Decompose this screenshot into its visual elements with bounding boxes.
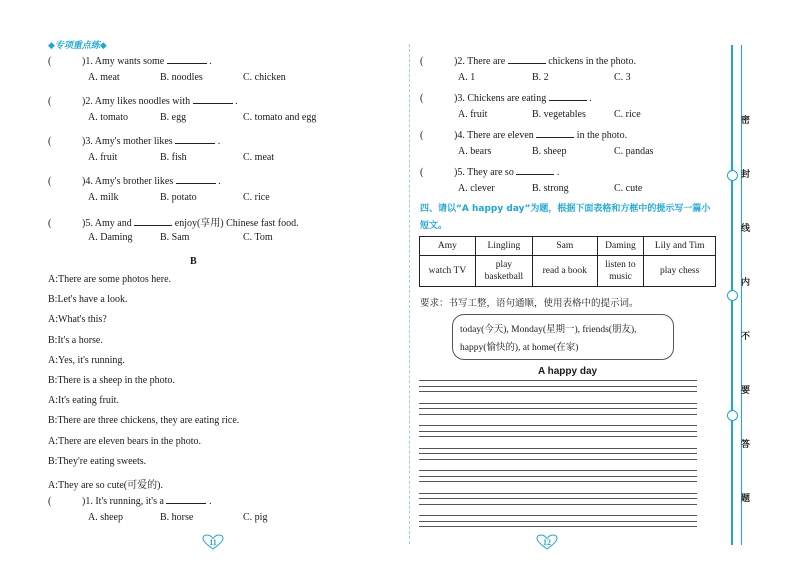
question-number: )5.: [454, 167, 465, 178]
page-number-left: 11: [202, 534, 224, 550]
question-text-after: .: [208, 496, 212, 507]
question-text: There are eleven: [467, 130, 534, 141]
writing-line[interactable]: [419, 498, 697, 499]
hint-line-2: happy(愉快的), at home(在家): [460, 343, 579, 353]
writing-line[interactable]: [419, 414, 697, 415]
question-text-after: .: [209, 56, 212, 67]
table-activity-cell: [475, 256, 532, 287]
answer-paren[interactable]: (: [420, 167, 424, 178]
dialog-line: A:What's this?: [48, 314, 107, 326]
fill-blank[interactable]: [175, 134, 215, 144]
dialog-line: A:There are eleven bears in the photo.: [48, 435, 201, 447]
section-header: ◆专项重点练◆: [48, 41, 107, 51]
writing-line[interactable]: [419, 515, 697, 516]
table-activity-cell: [644, 256, 716, 287]
question-number: )5.: [82, 218, 93, 229]
fill-blank[interactable]: [166, 494, 206, 504]
binding-note-char: 答: [741, 440, 751, 450]
option: C. 3: [614, 72, 631, 83]
hint-line-1: today(今天), Monday(星期一), friends(朋友),: [460, 325, 637, 335]
option: A. milk: [88, 192, 119, 203]
option: C. Tom: [243, 232, 273, 243]
option: B. noodles: [160, 72, 203, 83]
question-number: )4.: [82, 176, 93, 187]
fill-blank[interactable]: [516, 165, 554, 175]
question-text: Amy likes noodles with: [94, 96, 191, 107]
binding-hole: [727, 410, 738, 421]
question-number: )1.: [82, 496, 93, 507]
activity-text: basketball: [484, 272, 524, 282]
dialog-line: B:There is a sheep in the photo.: [48, 375, 175, 386]
activity-text: watch TV: [428, 266, 467, 276]
writing-line[interactable]: [419, 476, 697, 477]
answer-paren[interactable]: (: [48, 218, 52, 229]
option: A. sheep: [88, 512, 123, 523]
option: C. pig: [243, 512, 268, 523]
option: C. rice: [614, 109, 641, 120]
binding-note-char: 密: [741, 116, 751, 126]
writing-task-title: 四、请以“A happy day”为题，根据下面表格和方框中的提示写一篇小短文。: [420, 204, 711, 231]
question-line: [48, 134, 220, 147]
question-text-after: .: [218, 176, 221, 187]
writing-line[interactable]: [419, 481, 697, 482]
question-text-after: in the photo.: [576, 130, 628, 141]
writing-line[interactable]: [419, 391, 697, 392]
writing-line[interactable]: [419, 425, 697, 426]
table-activity-cell: [532, 256, 597, 287]
fill-blank[interactable]: [508, 54, 546, 64]
option: B. sheep: [532, 146, 567, 157]
writing-line[interactable]: [419, 403, 697, 404]
option: A. tomato: [88, 112, 128, 123]
question-line: [48, 54, 212, 67]
writing-line[interactable]: [419, 436, 697, 437]
fill-blank[interactable]: [193, 94, 233, 104]
question-text: They are so: [467, 167, 514, 178]
option: A. fruit: [88, 152, 118, 163]
question-line: [420, 91, 592, 104]
question-line: [48, 494, 211, 507]
section-b-label: B: [190, 256, 197, 267]
option: C. pandas: [614, 146, 654, 157]
table-name-cell: Lily and Tim: [644, 237, 716, 256]
hint-word-box: [452, 314, 674, 360]
writing-line[interactable]: [419, 493, 697, 494]
binding-note-char: 题: [741, 494, 751, 504]
answer-paren[interactable]: (: [420, 93, 424, 104]
dialog-line: B:There are three chickens, they are eating rice.: [48, 415, 240, 427]
binding-note-char: 要: [741, 386, 751, 396]
option: B. potato: [160, 192, 197, 203]
option: B. vegetables: [532, 109, 586, 120]
option: B. egg: [160, 112, 187, 123]
binding-note-char: 内: [741, 278, 751, 288]
option: B. Sam: [160, 232, 190, 243]
page-divider: [409, 44, 410, 544]
answer-paren[interactable]: (: [48, 176, 52, 187]
binding-hole: [727, 170, 738, 181]
table-activity-cell: [597, 256, 644, 287]
question-number: )3.: [454, 93, 465, 104]
binding-note-char: 不: [741, 332, 751, 342]
answer-paren[interactable]: (: [48, 96, 52, 107]
question-text-after: .: [589, 93, 592, 104]
question-line: [48, 174, 221, 187]
option: A. 1: [458, 72, 476, 83]
option: A. fruit: [458, 109, 488, 120]
binding-note-char: 线: [741, 224, 751, 234]
activity-text: music: [609, 272, 632, 282]
table-activity-cell: [420, 256, 476, 287]
question-text-after: enjoy(享用) Chinese fast food.: [174, 218, 299, 229]
activity-text: play chess: [660, 266, 700, 276]
question-text: There are: [467, 56, 506, 67]
fill-blank[interactable]: [536, 128, 574, 138]
question-text: Amy's mother likes: [94, 136, 173, 147]
fill-blank[interactable]: [176, 174, 216, 184]
option: C. meat: [243, 152, 275, 163]
dialog-line: B:Let's have a look.: [48, 294, 128, 306]
writing-line[interactable]: [419, 526, 697, 527]
question-number: )2.: [454, 56, 465, 67]
option: B. strong: [532, 183, 569, 194]
question-text-after: .: [556, 167, 560, 178]
activity-text: listen to: [605, 260, 636, 270]
page-number-right: 12: [536, 534, 558, 550]
question-text: It's running, it's a: [95, 496, 164, 507]
writing-line[interactable]: [419, 431, 697, 432]
table-name-cell: Daming: [597, 237, 644, 256]
question-number: )2.: [82, 96, 93, 107]
fill-blank[interactable]: [167, 54, 207, 64]
activity-text: play: [495, 260, 513, 270]
option: C. cute: [614, 183, 643, 194]
option: C. tomato and egg: [243, 112, 317, 123]
question-text: Amy wants some: [94, 56, 165, 67]
option: B. 2: [532, 72, 549, 83]
question-line: [420, 128, 627, 141]
option: A. Daming: [88, 232, 133, 243]
question-number: )1.: [82, 56, 93, 67]
question-text-after: chickens in the photo.: [548, 56, 636, 67]
question-text: Chickens are eating: [467, 93, 547, 104]
dialog-line: A:They are so cute(可爱的).: [48, 480, 163, 491]
dialog-line: B:It's a horse.: [48, 334, 103, 346]
question-text-after: .: [217, 136, 221, 147]
hint-table: [419, 236, 716, 287]
writing-line[interactable]: [419, 459, 697, 460]
option: C. chicken: [243, 72, 286, 83]
question-number: )3.: [82, 136, 93, 147]
writing-requirement: 要求：书写工整，语句通顺，使用表格中的提示词。: [420, 298, 639, 309]
option: B. fish: [160, 152, 187, 163]
option: A. clever: [458, 183, 495, 194]
question-number: )4.: [454, 130, 465, 141]
option: A. bears: [458, 146, 492, 157]
dialog-line: A:There are some photos here.: [48, 274, 172, 285]
binding-hole: [727, 290, 738, 301]
question-text: Amy's brother likes: [94, 176, 174, 187]
answer-paren[interactable]: (: [420, 130, 424, 141]
fill-blank[interactable]: [549, 91, 587, 101]
dialog-line: A:Yes, it's running.: [48, 354, 125, 366]
answer-paren[interactable]: (: [48, 496, 52, 507]
dialog-line: A:It's eating fruit.: [48, 395, 119, 407]
option: A. meat: [88, 72, 120, 83]
answer-paren[interactable]: (: [48, 56, 52, 67]
writing-line[interactable]: [419, 386, 697, 387]
option: C. rice: [243, 192, 270, 203]
option: B. horse: [160, 512, 194, 523]
question-line: [420, 54, 636, 67]
answer-paren[interactable]: (: [48, 136, 52, 147]
question-line: [48, 94, 238, 107]
table-name-cell: Lingling: [475, 237, 532, 256]
dialog-line: B:They're eating sweets.: [48, 455, 147, 467]
essay-title: A happy day: [538, 366, 598, 377]
writing-line[interactable]: [419, 453, 697, 454]
writing-line[interactable]: [419, 470, 697, 471]
binding-note-char: 封: [741, 170, 751, 180]
question-text-after: .: [235, 96, 238, 107]
writing-line[interactable]: [419, 521, 697, 522]
writing-line[interactable]: [419, 504, 697, 505]
question-line: [420, 165, 559, 178]
writing-line[interactable]: [419, 380, 697, 381]
question-text: Amy and: [94, 218, 132, 229]
question-line: [48, 214, 299, 229]
activity-text: read a book: [542, 266, 587, 276]
fill-blank[interactable]: [134, 216, 172, 226]
writing-line[interactable]: [419, 448, 697, 449]
answer-paren[interactable]: (: [420, 56, 424, 67]
table-name-cell: Sam: [532, 237, 597, 256]
table-name-cell: Amy: [420, 237, 476, 256]
writing-line[interactable]: [419, 408, 697, 409]
